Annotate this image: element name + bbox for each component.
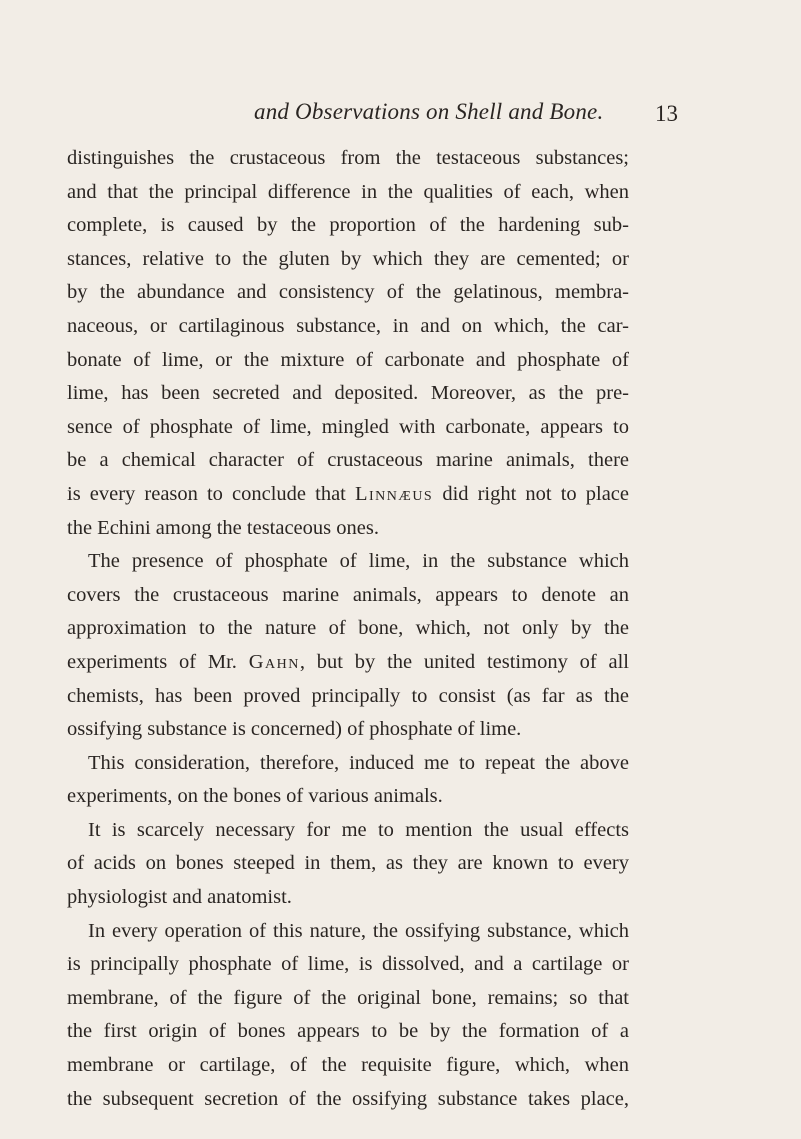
author-name-gahn: Gahn [248, 650, 300, 673]
text-line [67, 646, 629, 680]
text-line: the Echini among the testaceous ones. [67, 516, 379, 539]
text-line: ossifying substance is concerned) of phosphate of lime. [67, 718, 522, 741]
text-line: distinguishes the crustaceous from the testaceous substances; [67, 147, 629, 169]
text-line: approximation to the nature of bone, which, not only by the [67, 617, 629, 640]
text-line: and that the principal difference in the qualities of each, when [67, 180, 629, 203]
text-line: lime, has been secreted and deposited. Moreover, as the pre- [67, 382, 629, 405]
text-line: experiments, on the bones of various animals. [67, 785, 443, 808]
text-line: is principally phosphate of lime, is dissolved, and a cartilage or [67, 953, 629, 976]
text-line: bonate of lime, or the mixture of carbonate and phosphate of [67, 348, 629, 371]
text-line: the first origin of bones appears to be by the formation of a [67, 1020, 629, 1043]
text-line: naceous, or cartilaginous substance, in and on which, the car- [67, 314, 629, 337]
page-header [0, 99, 801, 139]
text-line: covers the crustaceous marine animals, appears to denote an [67, 583, 629, 606]
text-line: be a chemical character of crustaceous marine animals, there [67, 449, 629, 472]
body-text [67, 142, 629, 1116]
text-line: complete, is caused by the proportion of the hardening sub- [67, 214, 629, 237]
text-line: the subsequent secretion of the ossifying substance takes place, [67, 1087, 629, 1110]
text-line: sence of phosphate of lime, mingled with carbonate, appears to [67, 415, 629, 438]
text-segment: is every reason to conclude that [67, 482, 355, 505]
running-head: and Observations on Shell and Bone. [254, 99, 604, 124]
text-line: chemists, has been proved principally to consist (as far as the [67, 684, 629, 707]
text-line: of acids on bones steeped in them, as they are known to every [67, 852, 629, 875]
text-line: It is scarcely necessary for me to mention the usual effects [88, 818, 629, 841]
text-line: The presence of phosphate of lime, in the substance which [88, 550, 629, 573]
text-line: by the abundance and consistency of the gelatinous, membra- [67, 281, 629, 304]
text-line: membrane, of the figure of the original bone, remains; so that [67, 986, 629, 1009]
text-line: In every operation of this nature, the ossifying substance, which [88, 919, 629, 942]
text-line: This consideration, therefore, induced me to repeat the above [88, 751, 629, 774]
text-line: physiologist and anatomist. [67, 886, 292, 909]
text-line: stances, relative to the gluten by which they are cemented; or [67, 247, 629, 270]
text-line [67, 478, 629, 512]
text-segment: did right not to place [433, 482, 629, 505]
author-name-linnaeus: Linnæus [354, 482, 434, 505]
page-number: 13 [655, 101, 678, 126]
text-line: membrane or cartilage, of the requisite figure, which, when [67, 1054, 629, 1077]
text-segment: , but by the united testimony of all [299, 650, 629, 673]
text-segment: experiments of Mr. [67, 650, 249, 673]
